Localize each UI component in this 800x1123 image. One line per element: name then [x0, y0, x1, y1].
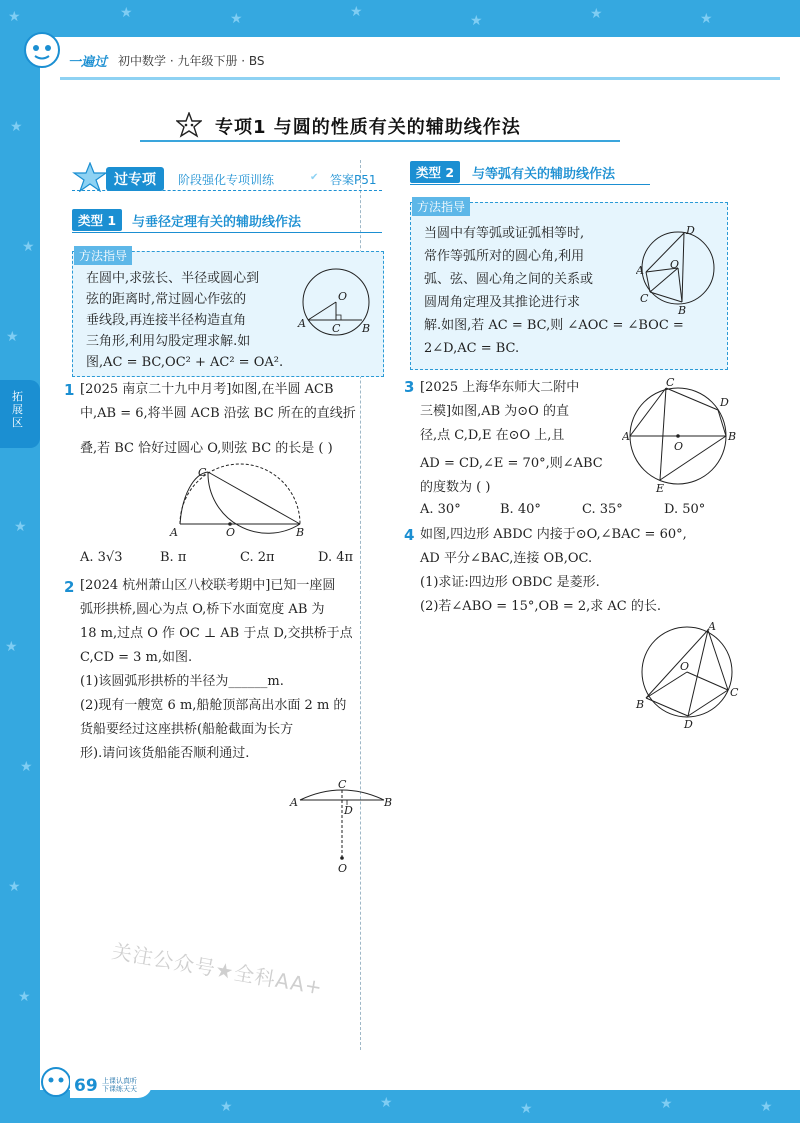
svg-text:B: B — [728, 430, 737, 443]
watermark: 关注公众号★全科AA+ — [110, 938, 325, 1000]
method-line: 2∠D,AC = BC. — [424, 341, 520, 356]
svg-text:D: D — [684, 718, 693, 730]
q3-line: [2025 上海华东师大二附中 — [420, 380, 580, 395]
type1-heading: 与垂径定理有关的辅助线作法 — [132, 215, 302, 230]
q4-number: 4 — [404, 526, 415, 544]
type2-tag: 类型 2 — [410, 161, 460, 183]
section-subtitle: 阶段强化专项训练 — [178, 173, 275, 187]
method-line: 解.如图,若 AC = BC,则 ∠AOC = ∠BOC = — [424, 318, 684, 333]
section-badge: 过专项 — [106, 167, 164, 191]
svg-text:O: O — [338, 290, 348, 303]
method-line: 垂线段,再连接半径构造直角 — [86, 313, 247, 328]
q4-line: 如图,四边形 ABDC 内接于⊙O,∠BAC = 60°, — [420, 527, 687, 542]
method-line: 当圆中有等弧或证弧相等时, — [424, 226, 585, 241]
svg-text:E: E — [656, 482, 665, 495]
q4-text — [420, 523, 687, 619]
q2-line: (1)该圆弧形拱桥的半径为______m. — [80, 674, 284, 689]
q3-figure — [622, 376, 742, 496]
method-line: 弧、弦、圆心角之间的关系或 — [424, 272, 594, 287]
svg-text:O: O — [674, 440, 684, 453]
svg-text:B: B — [636, 698, 645, 711]
svg-text:A: A — [636, 264, 644, 277]
q3-option-b: B. 40° — [500, 502, 541, 517]
mascot-icon — [20, 30, 64, 70]
slogan-line: 上课认真听 — [102, 1077, 137, 1085]
method-line: 三角形,利用勾股定理求解.如 — [86, 334, 251, 349]
method-line: 圆周角定理及其推论进行求 — [424, 295, 581, 310]
q3-text — [420, 376, 603, 500]
page-header — [40, 37, 800, 81]
svg-text:D: D — [720, 396, 729, 409]
svg-text:B: B — [296, 526, 305, 539]
svg-text:B: B — [678, 304, 687, 317]
q3-number: 3 — [404, 378, 415, 396]
type1-method-label: 方法指导 — [74, 246, 132, 265]
q1-line: 中,AB = 6,将半圆 ACB 沿弦 BC 所在的直线折 — [80, 406, 356, 421]
svg-text:C: C — [332, 322, 341, 335]
q2-line: 18 m,过点 O 作 OC ⊥ AB 于点 D,交拱桥于点 — [80, 626, 353, 641]
answer-ref: 答案P51 — [330, 173, 377, 187]
section-divider — [72, 190, 382, 192]
q3-option-c: C. 35° — [582, 502, 623, 517]
q2-line: 弧形拱桥,圆心为点 O,桥下水面宽度 AB 为 — [80, 602, 325, 617]
method-line: 在圆中,求弦长、半径或圆心到 — [86, 271, 260, 286]
svg-text:A: A — [290, 796, 298, 809]
type2-underline — [410, 184, 650, 185]
page-title: 专项1 与圆的性质有关的辅助线作法 — [215, 117, 521, 138]
q1-line: 叠,若 BC 恰好过圆心 O,则弦 BC 的长是 ( ) — [80, 441, 333, 456]
title-badge-icon — [176, 112, 202, 138]
q3-line: AD = CD,∠E = 70°,则∠ABC — [420, 456, 603, 471]
svg-text:B: B — [384, 796, 393, 809]
svg-text:O: O — [226, 526, 236, 539]
svg-text:C: C — [198, 466, 207, 479]
q1-option-b: B. π — [160, 550, 187, 565]
q3-option-a: A. 30° — [420, 502, 461, 517]
type1-underline — [72, 232, 382, 233]
q3-line: 三模]如图,AB 为⊙O 的直 — [420, 404, 569, 419]
svg-text:D: D — [686, 224, 695, 237]
type1-tag: 类型 1 — [72, 209, 122, 231]
q2-line: 货船要经过这座拱桥(船舱截面为长方 — [80, 722, 294, 737]
svg-text:C: C — [338, 778, 347, 791]
q2-line: 形).请问该货船能否顺利通过. — [80, 746, 250, 761]
q3-option-d: D. 50° — [664, 502, 706, 517]
q3-line: 的度数为 ( ) — [420, 480, 491, 495]
svg-text:O: O — [680, 660, 690, 673]
page-number: 69 — [74, 1076, 98, 1096]
svg-text:A: A — [708, 620, 716, 633]
svg-text:A: A — [298, 317, 306, 330]
q3-line: 径,点 C,D,E 在⊙O 上,且 — [420, 428, 565, 443]
method-line: 弦的距离时,常过圆心作弦的 — [86, 292, 247, 307]
q1-text — [80, 378, 356, 461]
q2-line: C,CD = 3 m,如图. — [80, 650, 193, 665]
q2-line: (2)现有一艘宽 6 m,船舱顶部高出水面 2 m 的 — [80, 698, 347, 713]
svg-text:C: C — [640, 292, 649, 305]
header-subtitle: 初中数学 · 九年级下册 · BS — [118, 54, 265, 68]
type2-method-label: 方法指导 — [412, 197, 470, 216]
method-line: 图,AC = BC,OC² + AC² = OA². — [86, 355, 284, 370]
svg-text:A: A — [170, 526, 178, 539]
svg-text:C: C — [666, 376, 675, 389]
q2-text — [80, 574, 353, 766]
slogan-line: 下课练天天 — [102, 1085, 137, 1093]
q1-option-d: D. 4π — [318, 550, 354, 565]
header-brand: 一遍过 — [68, 55, 108, 70]
type2-figure — [636, 222, 726, 318]
method-line: 常作等弧所对的圆心角,利用 — [424, 249, 585, 264]
answer-check-icon: ✔ — [310, 172, 319, 183]
footer-slogan — [102, 1077, 137, 1093]
type1-method-text — [86, 268, 296, 373]
q2-figure — [288, 772, 398, 878]
sidebar-tab-label: 拓展区 — [12, 390, 23, 429]
q1-line: [2025 南京二十九中月考]如图,在半圆 ACB — [80, 382, 334, 397]
q4-line: AD 平分∠BAC,连接 OB,OC. — [420, 551, 593, 566]
q4-line: (2)若∠ABO = 15°,OB = 2,求 AC 的长. — [420, 599, 661, 614]
q1-number: 1 — [64, 381, 75, 399]
svg-text:D: D — [344, 804, 353, 817]
q2-line: [2024 杭州萧山区八校联考期中]已知一座圆 — [80, 578, 336, 593]
q2-number: 2 — [64, 578, 75, 596]
svg-text:O: O — [670, 258, 680, 271]
section-star-icon — [72, 162, 108, 192]
svg-text:B: B — [362, 322, 371, 335]
svg-text:C: C — [730, 686, 739, 699]
title-underline — [140, 140, 620, 142]
svg-text:O: O — [338, 862, 348, 875]
header-divider — [60, 77, 780, 80]
type2-heading: 与等弧有关的辅助线作法 — [472, 167, 616, 182]
q1-figure — [168, 462, 318, 542]
q4-figure — [632, 618, 742, 730]
q1-option-c: C. 2π — [240, 550, 275, 565]
type1-figure — [296, 262, 378, 344]
svg-text:A: A — [622, 430, 630, 443]
q1-option-a: A. 3√3 — [80, 550, 123, 565]
q4-line: (1)求证:四边形 OBDC 是菱形. — [420, 575, 600, 590]
